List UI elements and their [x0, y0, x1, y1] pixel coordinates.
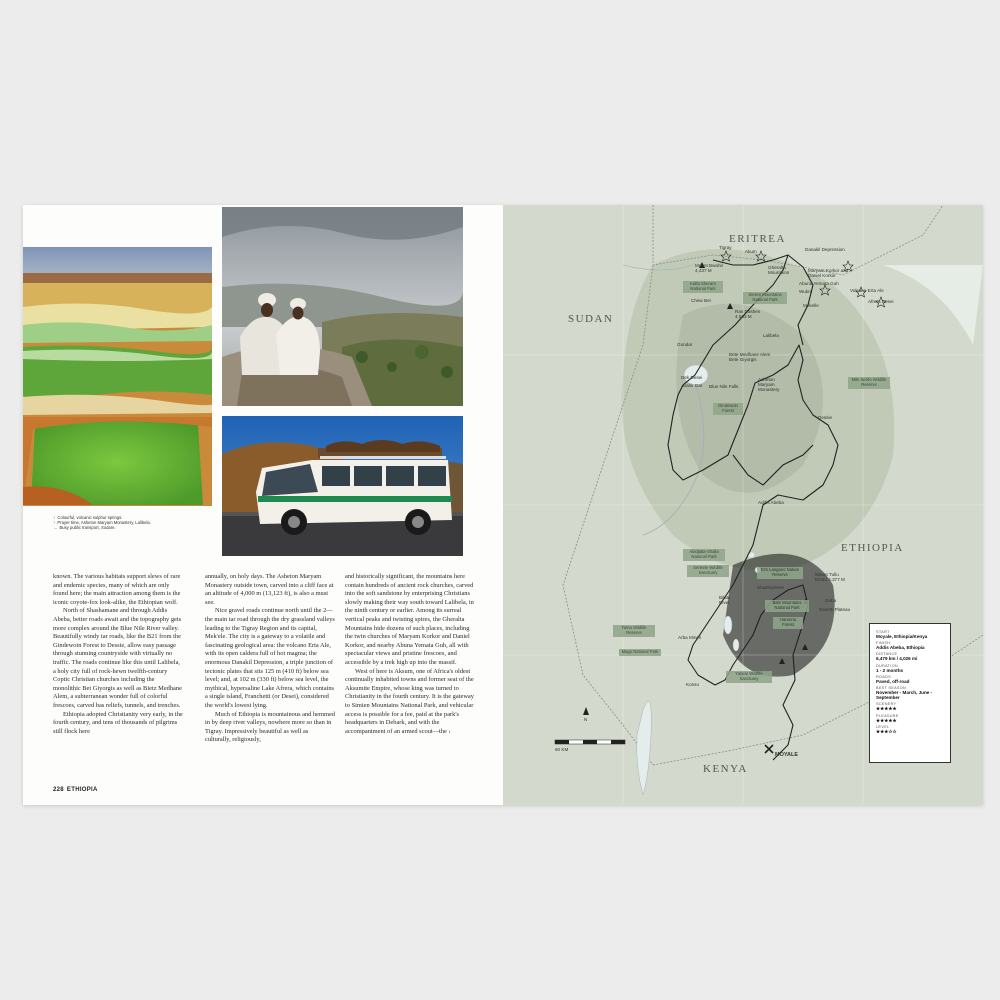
- park-label: Abidjatta-Shalla National Park: [683, 549, 725, 561]
- place-label: Chew Ber: [691, 298, 712, 303]
- place-label: Dessie: [818, 415, 833, 420]
- stat-value: ★★★☆☆: [876, 728, 897, 734]
- place-label: Mekelle: [803, 303, 819, 308]
- stat-value: November - March, June - September: [876, 690, 933, 701]
- place-label: Lalibela: [763, 333, 779, 338]
- park-label: Harenna Forest: [773, 617, 803, 629]
- column-3-paragraph: and historically significant, the mountains here contain hundreds of ancient rock churches, carved into the soft sandstone by enterprising Christians slowly making their way south toward Lalibela, in the ninth century or earlier. Among its surreal vertical peaks and twisting spires, the Gheralta Mountains hide dozens of such places, including the twin churches of Maryam Korkor and Daniel Korkor, and nearby Abuna Yemata Guh, all with spectacular views and pristine frescoes, and accessible by a trek high up into the massif.: [345, 573, 474, 666]
- route-map: [503, 205, 983, 805]
- stat-label: LEVEL: [876, 724, 890, 729]
- place-label: Bete Medhane Alem Bete Giyorgis: [729, 352, 771, 362]
- place-label: Ras Dashen 4,533 M: [735, 309, 761, 319]
- stat-label: BEST SEASON: [876, 686, 907, 691]
- stat-value: ★★★★★: [876, 706, 897, 712]
- place-label: Mount Bwahit 4,437 M: [695, 263, 723, 273]
- park-label: Simien Mountains National Park: [743, 292, 787, 304]
- photo-prayer-time: [222, 207, 463, 406]
- book-spread: [23, 205, 983, 805]
- country-label-sudan: SUDAN: [568, 313, 614, 325]
- place-label: Shashamene: [757, 585, 785, 590]
- park-label: Tama Wildlife Reserve: [613, 625, 655, 637]
- body-column-2: [205, 573, 335, 745]
- country-label-kenya: KENYA: [703, 763, 748, 775]
- place-label: Blue Nile Falls: [709, 384, 739, 389]
- column-1-paragraph: known. The various habitats support slews of rare and endemic species, many of which are only found here; the main attraction among them is the iconic coyote-fox look-alike, the Ethiopian wolf.: [53, 573, 181, 606]
- stat-value: 1 - 2 months: [876, 667, 904, 673]
- place-label: Afrera Desei: [868, 299, 894, 304]
- country-label-ethiopia: ETHIOPIA: [841, 542, 904, 554]
- place-label: Danakil Depression: [805, 247, 845, 252]
- page-folio: [53, 787, 98, 793]
- place-label: Tigray: [719, 245, 732, 250]
- park-label: Yabelo Wildlife Sanctuary: [726, 671, 772, 683]
- stat-label: SCENERY: [876, 702, 897, 707]
- stat-value: Paved, off-road: [876, 678, 910, 684]
- park-label: Kafta Sheraro National Park: [683, 281, 723, 293]
- place-label: Asheton Maryam Monastery: [758, 377, 780, 392]
- place-label: Sanetti Plateau: [819, 607, 851, 612]
- photo-public-transport: [222, 416, 463, 556]
- place-label: Goba: [825, 598, 837, 603]
- place-label: Gondar: [677, 342, 693, 347]
- caption-1-text: Colourful, volcanic sulphur springs.: [57, 515, 123, 520]
- place-label: Maryam Korkor and Daniel Korkor: [808, 268, 849, 278]
- place-label: Gheralta Mountains: [768, 265, 790, 275]
- place-label: Arba Minch: [678, 635, 702, 640]
- stat-label: FINISH: [876, 641, 891, 646]
- caption-3: → Busy public transport, Sodare.: [53, 525, 116, 531]
- north-label: N: [584, 717, 588, 722]
- left-page: [23, 205, 503, 805]
- place-label: Konso: [686, 682, 700, 687]
- stat-label: ROADS: [876, 674, 892, 679]
- place-label: Addis Abeba: [758, 500, 784, 505]
- section-name: ETHIOPIA: [66, 787, 98, 793]
- stat-label: PLEASURE: [876, 713, 899, 718]
- stat-label: START: [876, 630, 890, 634]
- column-2-paragraph: Much of Ethiopia is mountainous and hemmed in by deep river valleys, nowhere more so than in Tigray. Impressively beautiful as well as culturally, religiously,: [205, 710, 335, 744]
- body-column-1: [53, 573, 183, 736]
- column-2-paragraph: annually, on holy days. The Asheton Maryam Monastery outside town, carved into a cliff face at an altitude of 4,000 m (13,123 ft), is also a must see.: [205, 573, 334, 606]
- park-label: Mago National Park: [619, 649, 661, 656]
- place-label: Bahir Dar: [683, 383, 703, 388]
- column-2-paragraph: Nice gravel roads continue north until the 2—the main tar road through the dry grassland valleys leading to the Tigray Region and its capital, Mek'ele. The city is a gateway to a volatile and fascinating geological area: the volcano Erta Ale, with its open caldera full of hot magma; the enormous Danakil Depression, a triple junction of tectonic plates that sits 125 m (410 ft) below sea level; and, at 102 m (330 ft) below sea level, the mythical, hypersaline Lake Afrera, which contains a single island, Franchetti (or Desei), considered the world's lowest lying.: [205, 607, 335, 709]
- place-label: Mount Tullu Dimtu 4,377 M: [815, 572, 845, 582]
- country-label-eritrea: ERITREA: [729, 233, 786, 245]
- stat-value: 6,479 km / 4,026 mi: [876, 656, 918, 662]
- column-3-paragraph: West of here is Aksum, one of Africa's oldest continually inhabited towns and former seat of the Aksumite Empire, whose king was turned to Christianity in the fourth century. It is the gateway to Simien Mountains National Park, and vehicular access is possible for a fee, paid at the park's headquarters in Debark, and with the accompaniment of an armed scout—the ›: [345, 667, 474, 735]
- column-1-paragraph: Ethiopia adopted Christianity very early, in the fourth century, and tens of thousands of pilgrims still flock here: [53, 710, 183, 735]
- stat-value: Moyale, Ethiopia/Kenya: [876, 634, 928, 639]
- place-label: Akum: [745, 249, 757, 254]
- park-label: Mile Serdo Wildlife Reserve: [848, 377, 890, 389]
- place-label: Volcano Erta Ale: [850, 288, 884, 293]
- prayer-time-image: [222, 207, 463, 406]
- place-label: Bilate River: [719, 595, 731, 605]
- trip-stats: [876, 630, 944, 734]
- place-label: Wukro: [799, 289, 813, 294]
- place-label: Dek Desei: [681, 375, 703, 380]
- stat-value: Addis Abeba, Ethiopia: [876, 645, 925, 651]
- caption-2-text: Prayer time, Asheton Maryam Monastery, Lalibela.: [57, 520, 151, 526]
- photo-sulphur-springs: [23, 247, 212, 506]
- scale-label: 60 KM: [555, 747, 569, 752]
- park-label: Gindewoin Forest: [713, 403, 743, 415]
- trip-info-box: [869, 623, 951, 763]
- stat-label: DISTANCE: [876, 652, 898, 657]
- caption-3-text: Busy public transport, Sodare.: [59, 525, 116, 531]
- page-number: 228: [53, 787, 64, 793]
- stat-label: DURATION: [876, 663, 898, 668]
- caption-1: ↑ Colourful, volcanic sulphur springs.: [53, 515, 123, 520]
- public-transport-image: [222, 416, 463, 556]
- caption-2: ↑ Prayer time, Asheton Maryam Monastery, Lalibela.: [53, 520, 151, 526]
- park-label: Ezn Langano Nature Reserve: [757, 567, 803, 579]
- park-label: Bale Mountains National Park: [765, 600, 809, 612]
- column-1-paragraph: North of Shashamane and through Addis Abeba, better roads await and the topography gets more complex around the Blue Nile River valley. Beautifully windy tar roads, like the B21 from the Gindewoin Forest to Dessie, allow easy passage through stunning countryside with virtually no traffic. The roads continue like this until Lalibela, a holy city full of rock-hewn twelfth-century Coptic Christian churches including the monolithic Bet Giyorgis as well as Bietz Medhane Alem, a subterranean wonder full of colorful frescoes, carved bas reliefs, tunnels, and trenches.: [53, 607, 182, 709]
- stat-value: ★★★★★: [876, 717, 897, 723]
- park-label: Senkele Wildlife Sanctuary: [687, 565, 729, 577]
- sulphur-springs-image: [23, 247, 212, 506]
- body-column-3: [345, 573, 475, 736]
- place-label: Abuna Yemata Guh: [799, 281, 839, 286]
- place-label: MOYALE: [775, 752, 799, 758]
- photo-captions: [53, 515, 223, 531]
